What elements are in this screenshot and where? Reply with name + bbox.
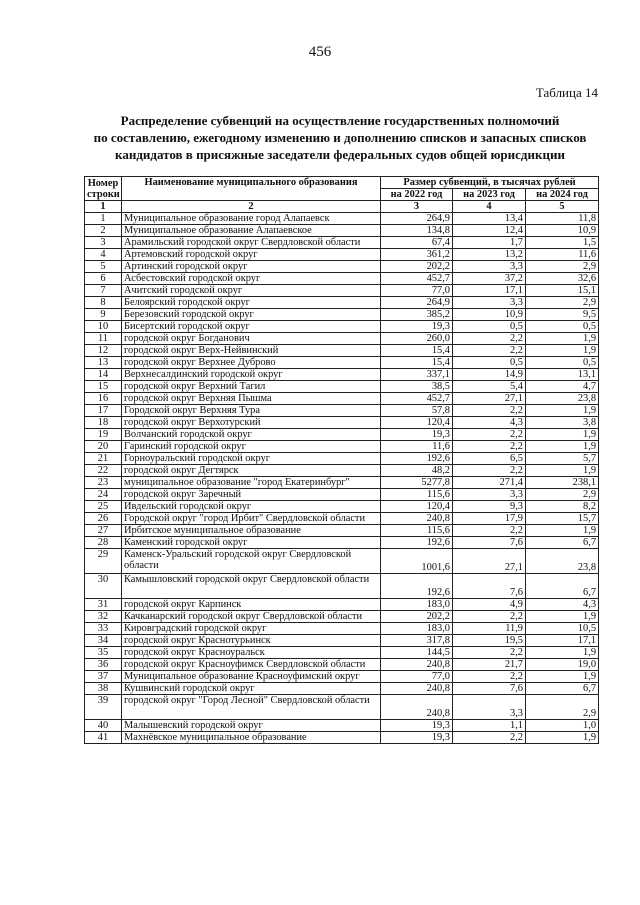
row-number: 31	[85, 599, 122, 611]
table-row	[85, 671, 599, 683]
value-2023: 19,5	[453, 635, 526, 647]
municipality-name: Кировградский городской округ	[122, 623, 381, 635]
value-2024: 1,9	[526, 732, 599, 744]
value-2024: 11,8	[526, 213, 599, 225]
title-line: Распределение субвенций на осуществление государственных полномочий	[120, 113, 560, 128]
value-2023: 17,1	[453, 285, 526, 297]
row-number: 18	[85, 417, 122, 429]
column-index: 5	[526, 201, 599, 213]
table-row	[85, 489, 599, 501]
municipality-name: городской округ Красноуфимск Свердловской области	[122, 659, 381, 671]
value-2022: 202,2	[381, 611, 453, 623]
municipality-name: Каменский городской округ	[122, 537, 381, 549]
row-number: 29	[85, 549, 122, 574]
table-row	[85, 465, 599, 477]
value-2024: 1,9	[526, 611, 599, 623]
table-row	[85, 333, 599, 345]
value-2024: 6,7	[526, 574, 599, 599]
value-2022: 19,3	[381, 732, 453, 744]
row-number: 4	[85, 249, 122, 261]
value-2022: 192,6	[381, 453, 453, 465]
value-2022: 19,3	[381, 429, 453, 441]
value-2024: 4,3	[526, 599, 599, 611]
row-number: 27	[85, 525, 122, 537]
value-2023: 7,6	[453, 537, 526, 549]
value-2024: 2,9	[526, 297, 599, 309]
document-title	[60, 112, 620, 163]
value-2022: 337,1	[381, 369, 453, 381]
municipality-name: Горноуральский городской округ	[122, 453, 381, 465]
row-number: 32	[85, 611, 122, 623]
row-number: 19	[85, 429, 122, 441]
value-2023: 2,2	[453, 525, 526, 537]
municipality-name: Артемовский городской округ	[122, 249, 381, 261]
column-index: 1	[85, 201, 122, 213]
table-row	[85, 297, 599, 309]
value-2024: 1,9	[526, 647, 599, 659]
value-2022: 120,4	[381, 417, 453, 429]
value-2024: 1,9	[526, 671, 599, 683]
municipality-name: Махнёвское муниципальное образование	[122, 732, 381, 744]
value-2022: 15,4	[381, 345, 453, 357]
table-row	[85, 345, 599, 357]
value-2024: 10,5	[526, 623, 599, 635]
municipality-name: Муниципальное образование город Алапаевск	[122, 213, 381, 225]
value-2023: 7,6	[453, 683, 526, 695]
row-number: 11	[85, 333, 122, 345]
value-2022: 385,2	[381, 309, 453, 321]
table-row	[85, 513, 599, 525]
value-2022: 1001,6	[381, 549, 453, 574]
value-2024: 0,5	[526, 357, 599, 369]
value-2023: 10,9	[453, 309, 526, 321]
value-2023: 17,9	[453, 513, 526, 525]
municipality-name: Артинский городской округ	[122, 261, 381, 273]
table-row	[85, 599, 599, 611]
value-2022: 48,2	[381, 465, 453, 477]
municipality-name: Ирбитское муниципальное образование	[122, 525, 381, 537]
value-2023: 9,3	[453, 501, 526, 513]
value-2024: 13,1	[526, 369, 599, 381]
value-2022: 264,9	[381, 297, 453, 309]
header-amount-group: Размер субвенций, в тысячах рублей	[381, 177, 599, 189]
value-2023: 13,4	[453, 213, 526, 225]
table-body	[85, 213, 599, 744]
value-2023: 2,2	[453, 732, 526, 744]
value-2023: 21,7	[453, 659, 526, 671]
row-number: 9	[85, 309, 122, 321]
municipality-name: муниципальное образование "город Екатеринбург"	[122, 477, 381, 489]
table-row	[85, 405, 599, 417]
row-number: 10	[85, 321, 122, 333]
value-2023: 2,2	[453, 647, 526, 659]
value-2024: 11,6	[526, 249, 599, 261]
table-row	[85, 213, 599, 225]
value-2022: 134,8	[381, 225, 453, 237]
value-2023: 2,2	[453, 429, 526, 441]
row-number: 7	[85, 285, 122, 297]
value-2024: 15,7	[526, 513, 599, 525]
row-number: 17	[85, 405, 122, 417]
municipality-name: Городской округ "город Ирбит" Свердловской области	[122, 513, 381, 525]
value-2022: 192,6	[381, 574, 453, 599]
row-number: 34	[85, 635, 122, 647]
row-number: 39	[85, 695, 122, 720]
value-2023: 2,2	[453, 671, 526, 683]
header-row-number-line2: строки	[87, 188, 120, 200]
header-2024: на 2024 год	[526, 189, 599, 201]
value-2022: 77,0	[381, 285, 453, 297]
row-number: 16	[85, 393, 122, 405]
table-row	[85, 309, 599, 321]
municipality-name: Каменск-Уральский городской округ Свердловской области	[122, 549, 381, 574]
value-2024: 1,9	[526, 441, 599, 453]
table-row	[85, 623, 599, 635]
municipality-name: Камышловский городской округ Свердловской области	[122, 574, 381, 599]
value-2022: 120,4	[381, 501, 453, 513]
municipality-name: Малышевский городской округ	[122, 720, 381, 732]
value-2022: 192,6	[381, 537, 453, 549]
column-index: 4	[453, 201, 526, 213]
table-row	[85, 453, 599, 465]
municipality-name: городской округ Верх-Нейвинский	[122, 345, 381, 357]
row-number: 3	[85, 237, 122, 249]
value-2023: 5,4	[453, 381, 526, 393]
value-2023: 27,1	[453, 549, 526, 574]
table-row	[85, 237, 599, 249]
value-2023: 37,2	[453, 273, 526, 285]
row-number: 40	[85, 720, 122, 732]
value-2023: 2,2	[453, 465, 526, 477]
table-row	[85, 357, 599, 369]
value-2023: 1,1	[453, 720, 526, 732]
municipality-name: Волчанский городской округ	[122, 429, 381, 441]
table-row	[85, 441, 599, 453]
header-row-number	[85, 177, 122, 201]
value-2023: 12,4	[453, 225, 526, 237]
table-row	[85, 429, 599, 441]
value-2022: 361,2	[381, 249, 453, 261]
table-row	[85, 285, 599, 297]
value-2024: 2,9	[526, 695, 599, 720]
municipality-name: Арамильский городской округ Свердловской области	[122, 237, 381, 249]
municipality-name: Кушвинский городской округ	[122, 683, 381, 695]
value-2022: 183,0	[381, 599, 453, 611]
value-2024: 6,7	[526, 537, 599, 549]
municipality-name: городской округ Верхний Тагил	[122, 381, 381, 393]
row-number: 26	[85, 513, 122, 525]
value-2022: 19,3	[381, 321, 453, 333]
table-row	[85, 683, 599, 695]
value-2022: 260,0	[381, 333, 453, 345]
row-number: 35	[85, 647, 122, 659]
row-number: 2	[85, 225, 122, 237]
value-2022: 183,0	[381, 623, 453, 635]
value-2022: 240,8	[381, 683, 453, 695]
municipality-name: Качканарский городской округ Свердловской области	[122, 611, 381, 623]
table-row	[85, 369, 599, 381]
value-2023: 2,2	[453, 611, 526, 623]
row-number: 20	[85, 441, 122, 453]
municipality-name: Муниципальное образование Алапаевское	[122, 225, 381, 237]
value-2024: 1,5	[526, 237, 599, 249]
title-line: кандидатов в присяжные заседатели федеральных судов общей юрисдикции	[115, 147, 565, 162]
value-2023: 3,3	[453, 261, 526, 273]
value-2023: 13,2	[453, 249, 526, 261]
row-number: 8	[85, 297, 122, 309]
table-row	[85, 225, 599, 237]
table-row	[85, 574, 599, 599]
municipality-name: Березовский городской округ	[122, 309, 381, 321]
table-row	[85, 321, 599, 333]
row-number: 33	[85, 623, 122, 635]
row-number: 5	[85, 261, 122, 273]
value-2023: 4,3	[453, 417, 526, 429]
value-2022: 240,8	[381, 695, 453, 720]
value-2024: 17,1	[526, 635, 599, 647]
municipality-name: Ачитский городской округ	[122, 285, 381, 297]
value-2023: 0,5	[453, 321, 526, 333]
table-row	[85, 249, 599, 261]
value-2024: 2,9	[526, 261, 599, 273]
value-2024: 1,9	[526, 465, 599, 477]
table-row	[85, 720, 599, 732]
table-row	[85, 549, 599, 574]
value-2024: 1,9	[526, 345, 599, 357]
municipality-name: городской округ Заречный	[122, 489, 381, 501]
value-2022: 202,2	[381, 261, 453, 273]
row-number: 12	[85, 345, 122, 357]
value-2023: 271,4	[453, 477, 526, 489]
value-2024: 23,8	[526, 393, 599, 405]
value-2024: 4,7	[526, 381, 599, 393]
value-2023: 3,3	[453, 489, 526, 501]
value-2022: 115,6	[381, 525, 453, 537]
row-number: 1	[85, 213, 122, 225]
municipality-name: Муниципальное образование Красноуфимский округ	[122, 671, 381, 683]
municipality-name: Бисертский городской округ	[122, 321, 381, 333]
table-row	[85, 477, 599, 489]
municipality-name: городской округ Красноуральск	[122, 647, 381, 659]
municipality-name: городской округ "Город Лесной" Свердловской области	[122, 695, 381, 720]
table-row	[85, 537, 599, 549]
table-row	[85, 273, 599, 285]
value-2022: 240,8	[381, 659, 453, 671]
page-number: 456	[308, 44, 332, 60]
value-2024: 2,9	[526, 489, 599, 501]
value-2024: 6,7	[526, 683, 599, 695]
value-2024: 5,7	[526, 453, 599, 465]
table-row	[85, 732, 599, 744]
value-2022: 144,5	[381, 647, 453, 659]
row-number: 22	[85, 465, 122, 477]
value-2023: 3,3	[453, 695, 526, 720]
row-number: 21	[85, 453, 122, 465]
row-number: 30	[85, 574, 122, 599]
row-number: 13	[85, 357, 122, 369]
value-2023: 2,2	[453, 405, 526, 417]
row-number: 28	[85, 537, 122, 549]
value-2022: 115,6	[381, 489, 453, 501]
value-2023: 0,5	[453, 357, 526, 369]
value-2023: 6,5	[453, 453, 526, 465]
value-2023: 14,9	[453, 369, 526, 381]
header-name: Наименование муниципального образования	[122, 177, 381, 201]
table-row	[85, 611, 599, 623]
value-2024: 3,8	[526, 417, 599, 429]
value-2022: 452,7	[381, 273, 453, 285]
table-row	[85, 647, 599, 659]
row-number: 14	[85, 369, 122, 381]
row-number: 25	[85, 501, 122, 513]
row-number: 6	[85, 273, 122, 285]
table-row	[85, 417, 599, 429]
column-index: 3	[381, 201, 453, 213]
row-number: 15	[85, 381, 122, 393]
value-2022: 57,8	[381, 405, 453, 417]
municipality-name: Гаринский городской округ	[122, 441, 381, 453]
table-row	[85, 501, 599, 513]
row-number: 24	[85, 489, 122, 501]
row-number: 37	[85, 671, 122, 683]
row-number: 23	[85, 477, 122, 489]
header-2022: на 2022 год	[381, 189, 453, 201]
value-2022: 452,7	[381, 393, 453, 405]
value-2022: 38,5	[381, 381, 453, 393]
value-2022: 77,0	[381, 671, 453, 683]
value-2023: 7,6	[453, 574, 526, 599]
value-2024: 1,9	[526, 333, 599, 345]
value-2022: 15,4	[381, 357, 453, 369]
municipality-name: городской округ Верхняя Пышма	[122, 393, 381, 405]
row-number: 41	[85, 732, 122, 744]
value-2022: 317,8	[381, 635, 453, 647]
value-2023: 11,9	[453, 623, 526, 635]
municipality-name: Белоярский городской округ	[122, 297, 381, 309]
municipality-name: Верхнесалдинский городской округ	[122, 369, 381, 381]
row-number: 38	[85, 683, 122, 695]
value-2024: 15,1	[526, 285, 599, 297]
value-2022: 19,3	[381, 720, 453, 732]
municipality-name: Городской округ Верхняя Тура	[122, 405, 381, 417]
value-2022: 11,6	[381, 441, 453, 453]
municipality-name: Ивдельский городской округ	[122, 501, 381, 513]
value-2023: 3,3	[453, 297, 526, 309]
value-2024: 32,6	[526, 273, 599, 285]
municipality-name: городской округ Верхотурский	[122, 417, 381, 429]
municipality-name: городской округ Краснотурьинск	[122, 635, 381, 647]
value-2024: 19,0	[526, 659, 599, 671]
value-2022: 240,8	[381, 513, 453, 525]
header-row-number-line1: Номер	[87, 177, 119, 189]
table-row	[85, 659, 599, 671]
value-2024: 1,9	[526, 525, 599, 537]
value-2024: 23,8	[526, 549, 599, 574]
value-2023: 2,2	[453, 345, 526, 357]
value-2022: 5277,8	[381, 477, 453, 489]
value-2024: 9,5	[526, 309, 599, 321]
value-2023: 4,9	[453, 599, 526, 611]
municipality-name: Асбестовский городской округ	[122, 273, 381, 285]
value-2023: 1,7	[453, 237, 526, 249]
value-2024: 1,9	[526, 405, 599, 417]
title-line: по составлению, ежегодному изменению и дополнению списков и запасных списков	[93, 130, 587, 145]
value-2024: 10,9	[526, 225, 599, 237]
municipality-name: городской округ Дегтярск	[122, 465, 381, 477]
municipality-name: городской округ Богданович	[122, 333, 381, 345]
table-row	[85, 393, 599, 405]
table-label: Таблица 14	[535, 85, 598, 100]
table-row	[85, 381, 599, 393]
value-2024: 1,9	[526, 429, 599, 441]
table-row	[85, 635, 599, 647]
value-2024: 238,1	[526, 477, 599, 489]
header-2023: на 2023 год	[453, 189, 526, 201]
row-number: 36	[85, 659, 122, 671]
value-2023: 27,1	[453, 393, 526, 405]
value-2023: 2,2	[453, 441, 526, 453]
table-row	[85, 261, 599, 273]
subventions-table	[84, 176, 599, 744]
municipality-name: городской округ Верхнее Дуброво	[122, 357, 381, 369]
value-2023: 2,2	[453, 333, 526, 345]
value-2022: 264,9	[381, 213, 453, 225]
value-2024: 1,0	[526, 720, 599, 732]
value-2024: 0,5	[526, 321, 599, 333]
table-row	[85, 695, 599, 720]
municipality-name: городской округ Карпинск	[122, 599, 381, 611]
table-row	[85, 525, 599, 537]
value-2024: 8,2	[526, 501, 599, 513]
value-2022: 67,4	[381, 237, 453, 249]
column-index: 2	[122, 201, 381, 213]
